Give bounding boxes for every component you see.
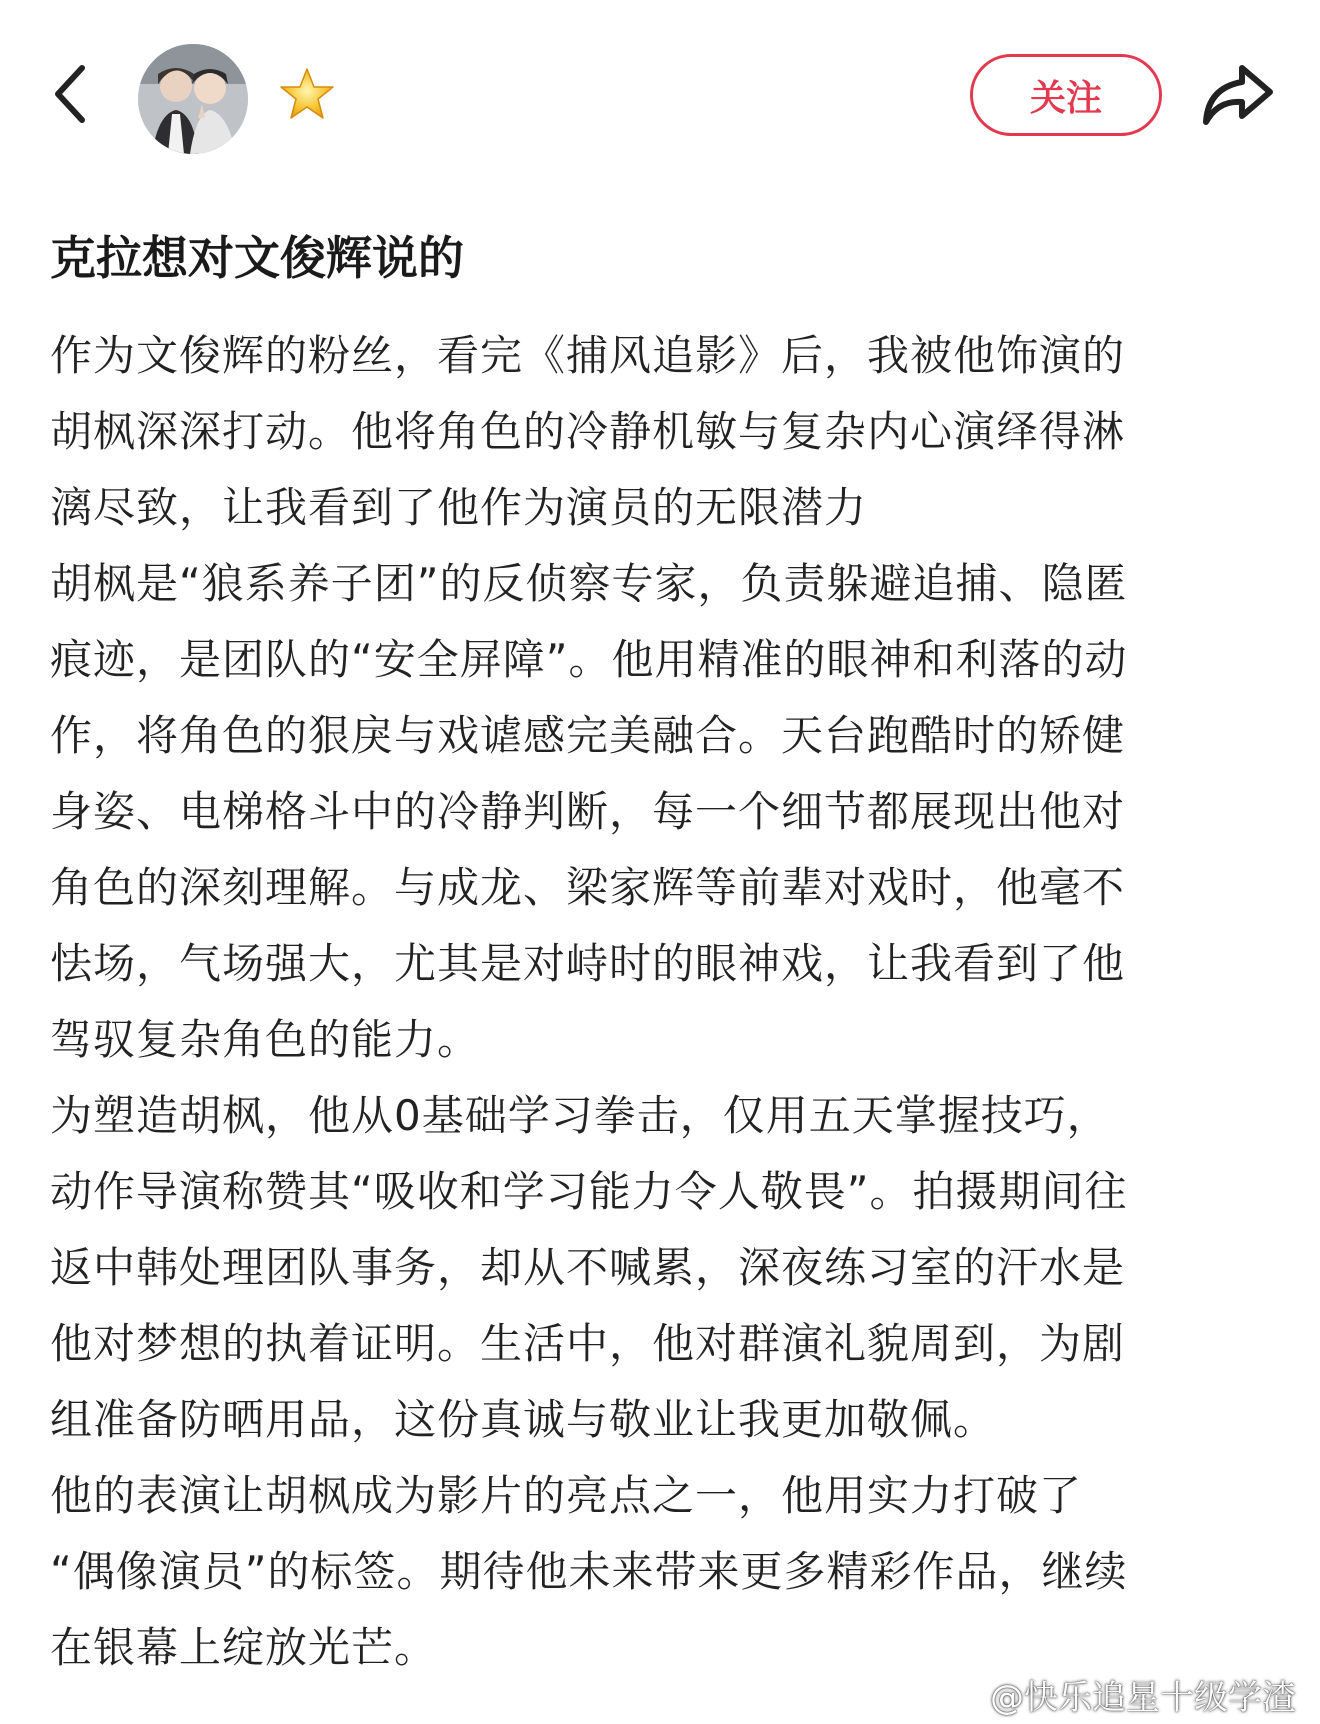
text-line: 胡枫是“狼系养子团”的反侦察专家，负责躲避追捕、隐匿 bbox=[50, 559, 1128, 608]
watermark-text: @快乐追星十级学渣 bbox=[990, 1677, 1296, 1718]
text-line: 组准备防晒用品，这份真诚与敬业让我更加敬佩。 bbox=[50, 1395, 997, 1444]
watermark bbox=[944, 1672, 1296, 1716]
text-line: 在银幕上绽放光芒。 bbox=[50, 1623, 438, 1672]
top-bar bbox=[0, 0, 1320, 190]
text-line: 漓尽致，让我看到了他作为演员的无限潜力 bbox=[50, 483, 868, 532]
text-line: 他对梦想的执着证明。生活中，他对群演礼貌周到，为剧 bbox=[50, 1319, 1126, 1368]
text-line: “偶像演员”的标签。期待他未来带来更多精彩作品，继续 bbox=[50, 1547, 1128, 1596]
text-line: 他的表演让胡枫成为影片的亮点之一，他用实力打破了 bbox=[50, 1471, 1083, 1520]
post-title: 克拉想对文俊辉说的 bbox=[50, 231, 464, 285]
post-body bbox=[50, 318, 1270, 1686]
share-button[interactable] bbox=[1196, 58, 1280, 132]
back-button[interactable] bbox=[44, 58, 108, 130]
share-arrow-icon bbox=[1196, 58, 1280, 132]
badge bbox=[276, 64, 338, 126]
text-line: 胡枫深深打动。他将角色的冷静机敏与复杂内心演绎得淋 bbox=[50, 407, 1126, 456]
chevron-left-icon bbox=[44, 58, 108, 130]
gold-star-icon bbox=[276, 64, 338, 126]
text-line: 为塑造胡枫，他从0基础学习拳击，仅用五天掌握技巧， bbox=[50, 1091, 1110, 1140]
text-line: 角色的深刻理解。与成龙、梁家辉等前辈对戏时，他毫不 bbox=[50, 863, 1126, 912]
text-line: 怯场，气场强大，尤其是对峙时的眼神戏，让我看到了他 bbox=[50, 939, 1126, 988]
text-line: 作，将角色的狠戾与戏谑感完美融合。天台跑酷时的矫健 bbox=[50, 711, 1126, 760]
user-avatar-photo bbox=[138, 44, 248, 154]
text-line: 痕迹，是团队的“安全屏障”。他用精准的眼神和利落的动 bbox=[50, 635, 1128, 684]
text-line: 身姿、电梯格斗中的冷静判断，每一个细节都展现出他对 bbox=[50, 787, 1126, 836]
text-line: 驾驭复杂角色的能力。 bbox=[50, 1015, 481, 1064]
text-line: 返中韩处理团队事务，却从不喊累，深夜练习室的汗水是 bbox=[50, 1243, 1126, 1292]
text-line: 动作导演称赞其“吸收和学习能力令人敬畏”。拍摄期间往 bbox=[50, 1167, 1128, 1216]
weibo-logo-icon bbox=[944, 1676, 986, 1712]
follow-button[interactable]: 关注 bbox=[970, 54, 1162, 136]
avatar[interactable] bbox=[138, 44, 248, 154]
text-line: 作为文俊辉的粉丝，看完《捕风追影》后，我被他饰演的 bbox=[50, 331, 1126, 380]
